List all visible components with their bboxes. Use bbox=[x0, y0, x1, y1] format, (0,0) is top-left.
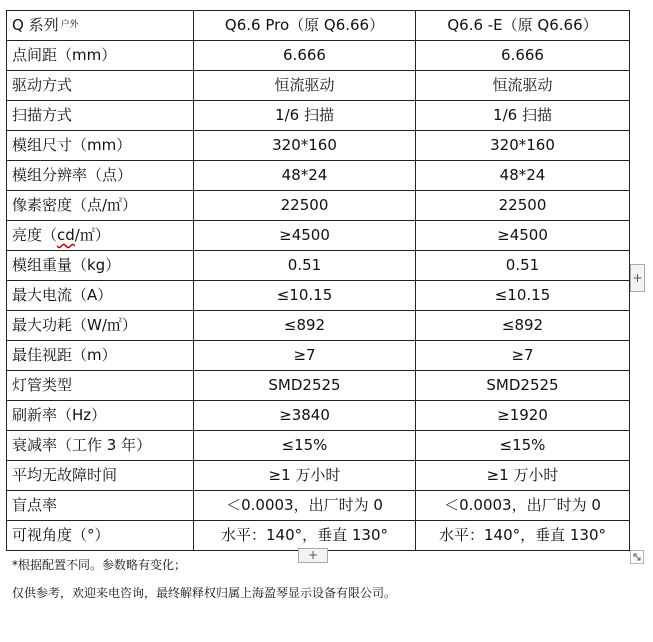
cell-pro[interactable]: 320*160 bbox=[194, 131, 416, 161]
spellcheck-word: cd bbox=[57, 226, 75, 244]
row-label-part: /㎡） bbox=[74, 226, 110, 244]
cell-pro[interactable]: SMD2525 bbox=[194, 371, 416, 401]
cell-e[interactable]: ≤15% bbox=[416, 431, 630, 461]
cell-e[interactable]: 恒流驱动 bbox=[416, 71, 630, 101]
cell-e[interactable]: 6.666 bbox=[416, 41, 630, 71]
row-label[interactable]: 刷新率（Hz） bbox=[7, 401, 194, 431]
row-label[interactable]: 模组分辨率（点） bbox=[7, 161, 194, 191]
row-label-part: 亮度（ bbox=[12, 226, 58, 244]
cell-e[interactable]: ≤892 bbox=[416, 311, 630, 341]
cell-pro[interactable]: 6.666 bbox=[194, 41, 416, 71]
header-series-note: 户外 bbox=[60, 20, 79, 30]
cell-e[interactable]: ≥4500 bbox=[416, 221, 630, 251]
header-e[interactable]: Q6.6 -E（原 Q6.66） bbox=[416, 11, 630, 41]
cell-pro[interactable]: 水平：140°，垂直 130° bbox=[194, 521, 416, 551]
cell-e[interactable]: ≥1 万小时 bbox=[416, 461, 630, 491]
cell-pro[interactable]: 恒流驱动 bbox=[194, 71, 416, 101]
row-label[interactable]: 最大功耗（W/㎡） bbox=[7, 311, 194, 341]
cell-e[interactable]: ≤10.15 bbox=[416, 281, 630, 311]
table-row bbox=[7, 341, 630, 371]
table-row bbox=[7, 161, 630, 191]
table-row bbox=[7, 281, 630, 311]
table-row bbox=[7, 71, 630, 101]
row-label[interactable]: 衰减率（工作 3 年） bbox=[7, 431, 194, 461]
row-label[interactable]: 扫描方式 bbox=[7, 101, 194, 131]
cell-pro[interactable]: 48*24 bbox=[194, 161, 416, 191]
table-row bbox=[7, 251, 630, 281]
spec-table bbox=[6, 10, 630, 551]
row-label-brightness[interactable] bbox=[7, 221, 194, 251]
footnote-config: *根据配置不同。参数略有变化； bbox=[12, 558, 187, 572]
header-series[interactable] bbox=[7, 11, 194, 41]
cell-pro[interactable]: 1/6 扫描 bbox=[194, 101, 416, 131]
row-label[interactable]: 灯管类型 bbox=[7, 371, 194, 401]
cell-e[interactable]: 22500 bbox=[416, 191, 630, 221]
row-label[interactable]: 像素密度（点/㎡） bbox=[7, 191, 194, 221]
cell-e[interactable]: SMD2525 bbox=[416, 371, 630, 401]
resize-handle-icon bbox=[631, 551, 643, 563]
cell-pro[interactable]: ＜0.0003，出厂时为 0 bbox=[194, 491, 416, 521]
cell-pro[interactable]: ≥7 bbox=[194, 341, 416, 371]
row-label[interactable]: 模组重量（kg） bbox=[7, 251, 194, 281]
row-label[interactable]: 最大电流（A） bbox=[7, 281, 194, 311]
row-label[interactable]: 驱动方式 bbox=[7, 71, 194, 101]
cell-pro[interactable]: ≥1 万小时 bbox=[194, 461, 416, 491]
table-row bbox=[7, 101, 630, 131]
row-label[interactable]: 最佳视距（m） bbox=[7, 341, 194, 371]
cell-pro[interactable]: ≤892 bbox=[194, 311, 416, 341]
table-row bbox=[7, 191, 630, 221]
cell-e[interactable]: ≥7 bbox=[416, 341, 630, 371]
table-row bbox=[7, 311, 630, 341]
table-row bbox=[7, 461, 630, 491]
table-header-row bbox=[7, 11, 630, 41]
table-row bbox=[7, 41, 630, 71]
cell-pro[interactable]: ≤15% bbox=[194, 431, 416, 461]
table-row bbox=[7, 491, 630, 521]
table-row bbox=[7, 401, 630, 431]
table-row bbox=[7, 131, 630, 161]
add-row-button[interactable]: + bbox=[298, 548, 328, 563]
row-label[interactable]: 点间距（mm） bbox=[7, 41, 194, 71]
cell-e[interactable]: ≥1920 bbox=[416, 401, 630, 431]
header-pro[interactable]: Q6.6 Pro（原 Q6.66） bbox=[194, 11, 416, 41]
row-label[interactable]: 盲点率 bbox=[7, 491, 194, 521]
row-label[interactable]: 模组尺寸（mm） bbox=[7, 131, 194, 161]
cell-e[interactable]: ＜0.0003，出厂时为 0 bbox=[416, 491, 630, 521]
row-label[interactable]: 平均无故障时间 bbox=[7, 461, 194, 491]
cell-pro[interactable]: 0.51 bbox=[194, 251, 416, 281]
table-row bbox=[7, 221, 630, 251]
table-row bbox=[7, 371, 630, 401]
cell-e[interactable]: 1/6 扫描 bbox=[416, 101, 630, 131]
cell-pro[interactable]: ≥4500 bbox=[194, 221, 416, 251]
footnote-disclaimer: 仅供参考，欢迎来电咨询，最终解释权归属上海盈琴显示设备有限公司。 bbox=[12, 586, 397, 600]
cell-e[interactable]: 48*24 bbox=[416, 161, 630, 191]
cell-pro[interactable]: 22500 bbox=[194, 191, 416, 221]
cell-e[interactable]: 320*160 bbox=[416, 131, 630, 161]
add-column-button[interactable]: + bbox=[630, 264, 645, 292]
header-series-text: Q 系列 bbox=[12, 16, 59, 34]
table-resize-handle[interactable] bbox=[630, 550, 644, 564]
cell-e[interactable]: 0.51 bbox=[416, 251, 630, 281]
cell-e[interactable]: 水平：140°，垂直 130° bbox=[416, 521, 630, 551]
cell-pro[interactable]: ≤10.15 bbox=[194, 281, 416, 311]
table-row bbox=[7, 521, 630, 551]
row-label[interactable]: 可视角度（°） bbox=[7, 521, 194, 551]
cell-pro[interactable]: ≥3840 bbox=[194, 401, 416, 431]
table-row bbox=[7, 431, 630, 461]
